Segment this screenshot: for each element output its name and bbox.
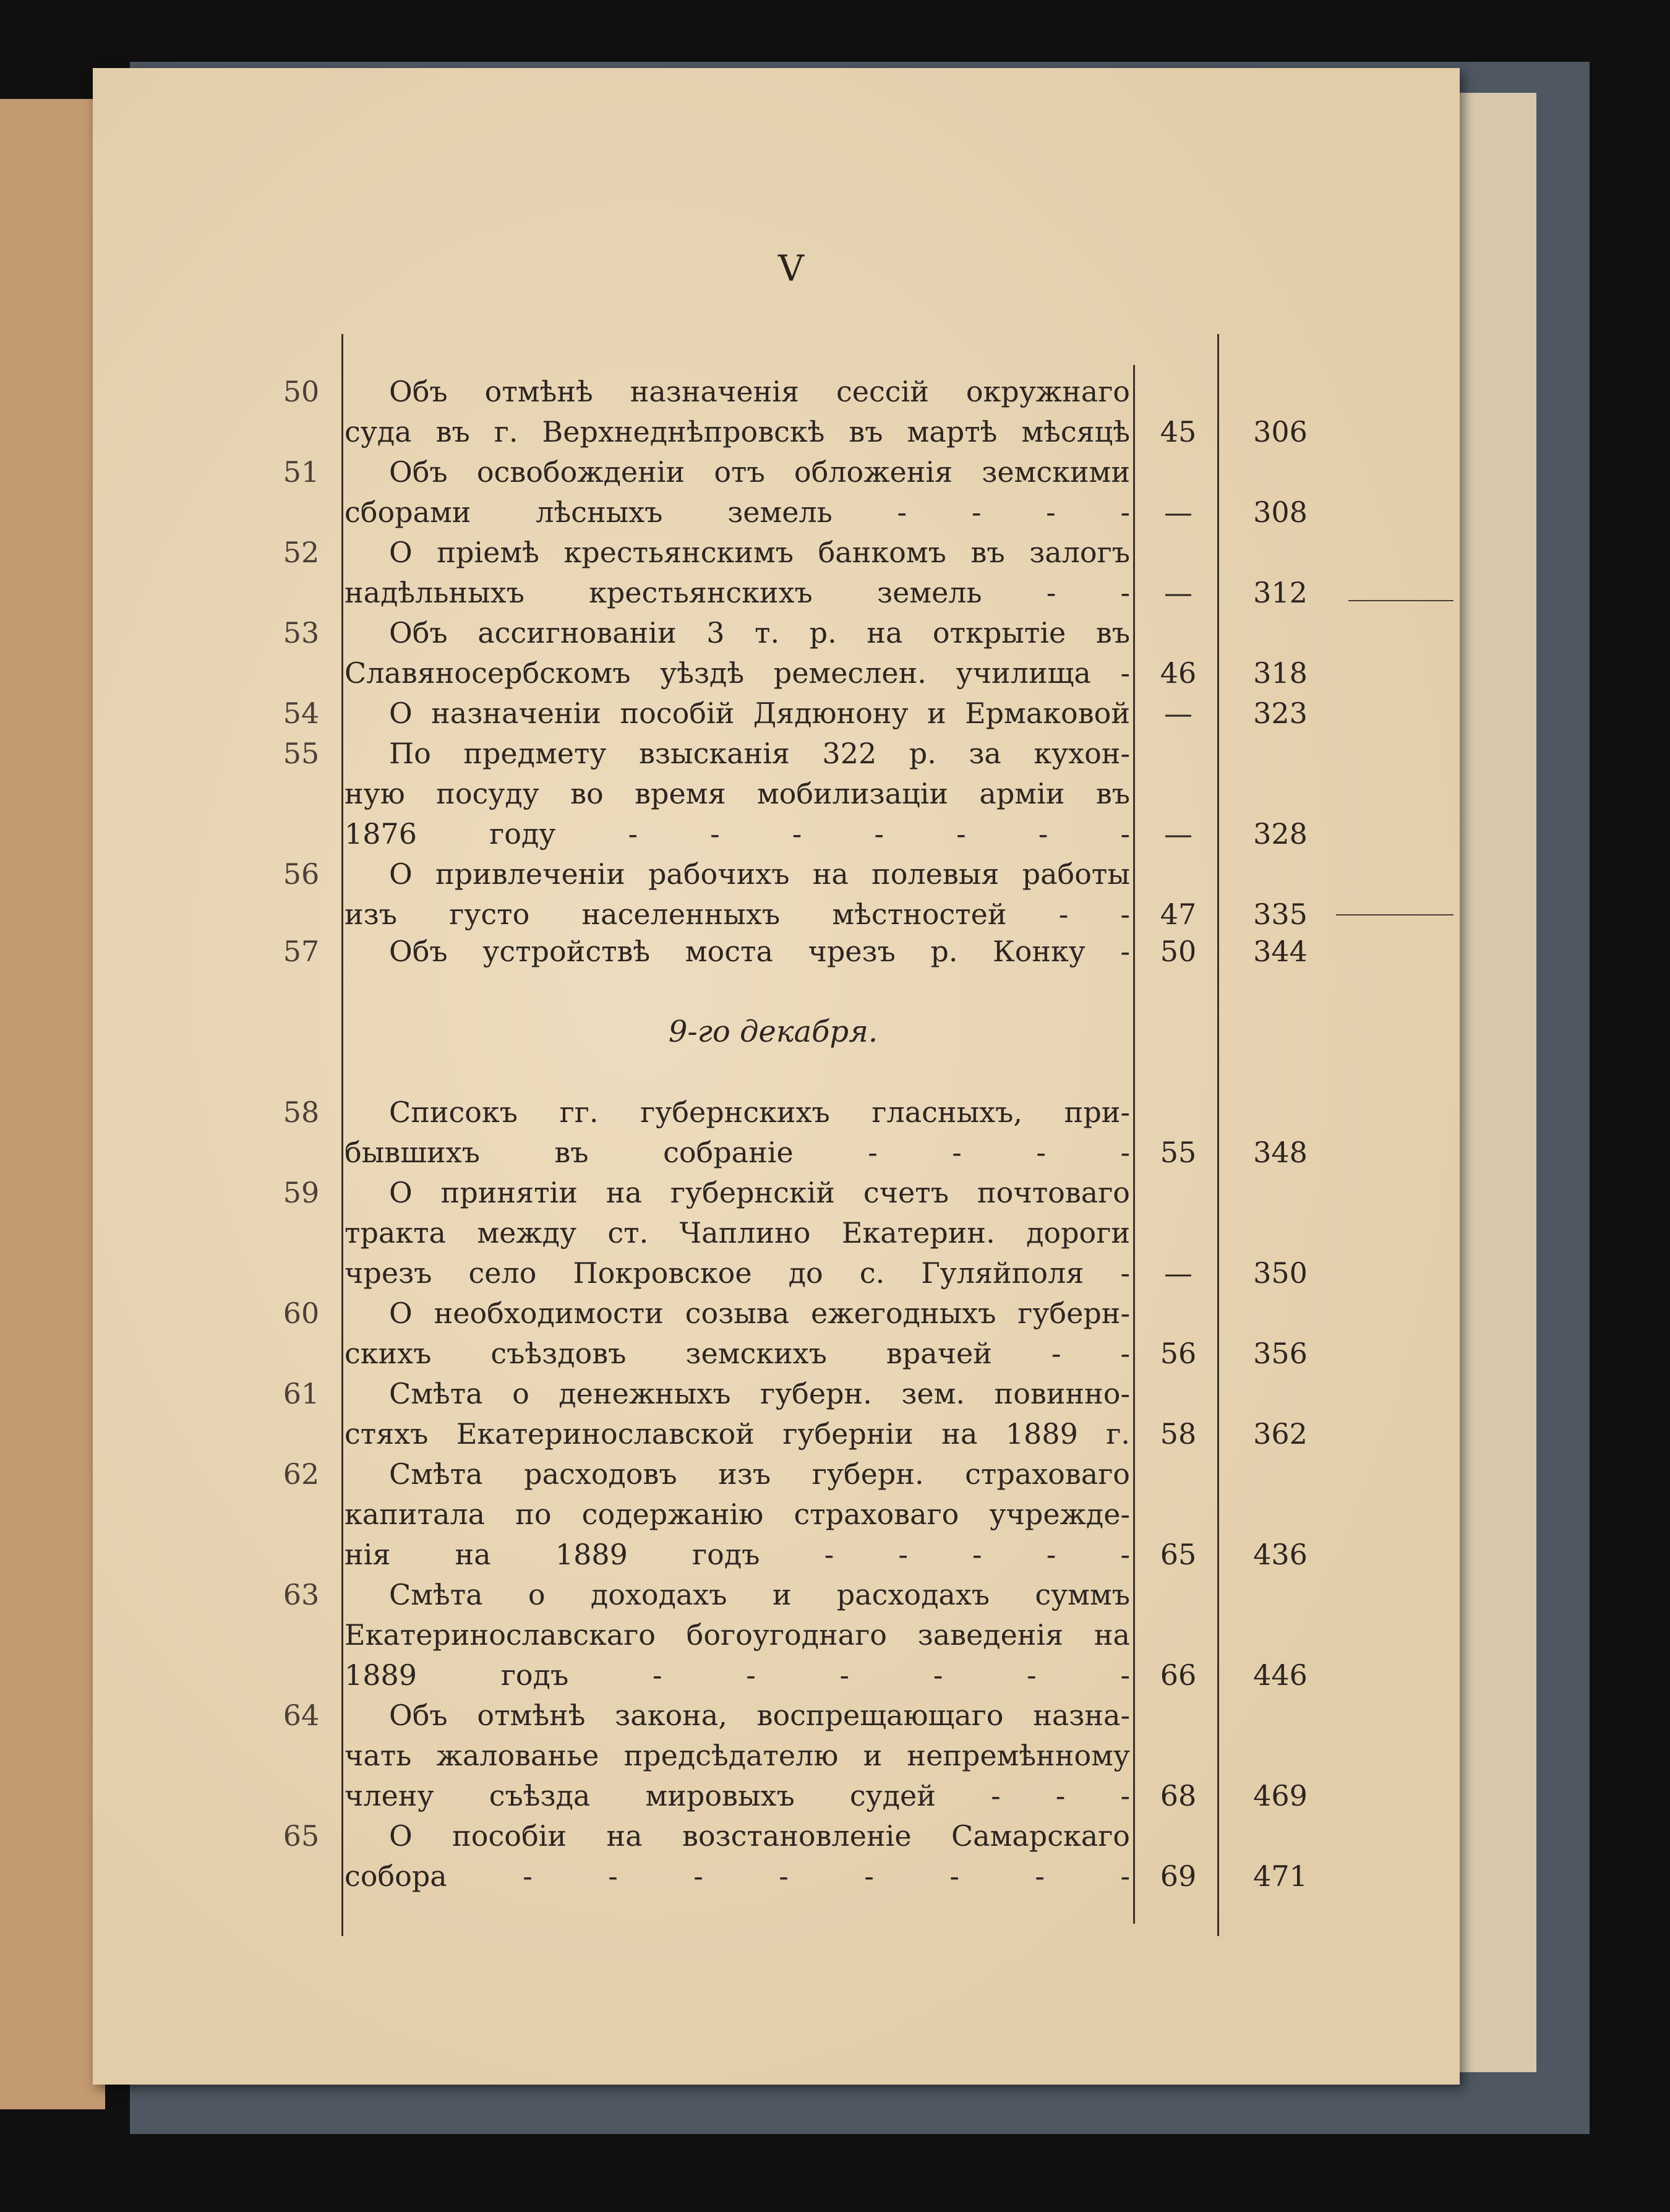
entry-page-number: 471 [1253, 1859, 1308, 1893]
entry-title-line: О пособіи на возстановленіе Самарскаго [389, 1819, 1130, 1853]
entry-title-line: надѣльныхъ крестьянскихъ земель - - [345, 576, 1130, 609]
entry-title-line: бывшихъ въ собраніе - - - - [345, 1136, 1130, 1169]
entry-page-ref: 69 [1160, 1859, 1197, 1893]
entry-title-line: Славяносербскомъ уѣздѣ ремеслен. училища - [345, 656, 1130, 690]
entry-number: 63 [283, 1578, 320, 1611]
entry-title-line: Объ освобожденіи отъ обложенія земскими [389, 455, 1130, 489]
entry-page-number: 350 [1253, 1256, 1308, 1290]
entry-page-number: 328 [1253, 817, 1308, 851]
entry-title-line: О необходимости созыва ежегодныхъ губерн- [389, 1297, 1130, 1330]
entry-title-line: чать жалованье предсѣдателю и непремѣнному [345, 1739, 1130, 1772]
entry-number: 58 [283, 1095, 320, 1129]
entry-page-number: 469 [1253, 1779, 1308, 1812]
entry-title-line: нія на 1889 годъ - - - - - [345, 1538, 1130, 1571]
entry-title-line: ную посуду во время мобилизаціи арміи въ [345, 777, 1130, 810]
entry-number: 56 [283, 857, 320, 891]
entry-number: 50 [283, 375, 320, 408]
entry-page-ref: 50 [1160, 935, 1197, 968]
entry-number: 55 [283, 737, 320, 770]
entry-number: 65 [283, 1819, 320, 1853]
entry-number: 51 [283, 455, 320, 489]
entry-number: 60 [283, 1297, 320, 1330]
page-marker-tick [1348, 600, 1454, 601]
entry-page-ref: — [1164, 1256, 1193, 1290]
entry-page-ref: 56 [1160, 1337, 1197, 1370]
entry-title-line: тракта между ст. Чаплино Екатерин. дороги [345, 1216, 1130, 1250]
entry-page-ref: 65 [1160, 1538, 1197, 1571]
entry-page-number: 335 [1253, 898, 1308, 931]
entry-page-ref: 45 [1160, 415, 1197, 448]
entry-page-number: 356 [1253, 1337, 1308, 1370]
entry-title-line: Объ ассигнованіи 3 т. р. на открытіе въ [389, 616, 1130, 649]
entry-page-ref: 58 [1160, 1417, 1197, 1451]
entry-title-line: изъ густо населенныхъ мѣстностей - - [345, 898, 1130, 931]
page-folio: V [778, 247, 807, 289]
column-rule-left [341, 334, 343, 1936]
entry-number: 62 [283, 1457, 320, 1491]
entry-page-ref: 46 [1160, 656, 1197, 690]
entry-page-number: 446 [1253, 1658, 1308, 1692]
entry-page-number: 312 [1253, 576, 1308, 609]
entry-number: 64 [283, 1699, 320, 1732]
entry-title-line: скихъ съѣздовъ земскихъ врачей - - [345, 1337, 1130, 1370]
column-rule-right [1217, 334, 1219, 1936]
entry-title-line: собора - - - - - - - - [345, 1859, 1130, 1893]
entry-title-line: Объ отмѣнѣ закона, воспрещающаго назна- [389, 1699, 1130, 1732]
entry-page-number: 323 [1253, 697, 1308, 730]
entry-title-line: капитала по содержанію страховаго учрежде- [345, 1498, 1130, 1531]
page-marker-tick [1336, 914, 1454, 915]
entry-page-ref: 68 [1160, 1779, 1197, 1812]
entry-title-line: Смѣта расходовъ изъ губерн. страховаго [389, 1457, 1130, 1491]
entry-title-line: стяхъ Екатеринославской губерніи на 1889 г. [345, 1417, 1130, 1451]
entry-page-number: 362 [1253, 1417, 1308, 1451]
entry-number: 59 [283, 1176, 320, 1209]
adjacent-page [0, 99, 105, 2109]
entry-title-line: чрезъ село Покровское до с. Гуляйполя - [345, 1256, 1130, 1290]
entry-page-ref: — [1164, 495, 1193, 529]
entry-page-ref: — [1164, 817, 1193, 851]
entry-page-number: 436 [1253, 1538, 1308, 1571]
column-rule-middle [1133, 365, 1135, 1924]
entry-title-line: 1889 годъ - - - - - - [345, 1658, 1130, 1692]
entry-title-line: Списокъ гг. губернскихъ гласныхъ, при- [389, 1095, 1130, 1129]
entry-page-ref: 47 [1160, 898, 1197, 931]
entry-number: 52 [283, 536, 320, 569]
entry-page-number: 308 [1253, 495, 1308, 529]
entry-number: 53 [283, 616, 320, 649]
entry-title-line: Объ устройствѣ моста чрезъ р. Конку - [389, 935, 1130, 968]
entry-title-line: О назначеніи пособій Дядюнону и Ермаковой [389, 697, 1130, 730]
entry-number: 54 [283, 697, 320, 730]
entry-title-line: суда въ г. Верхнеднѣпровскѣ въ мартѣ мѣсяцѣ [345, 415, 1130, 448]
entry-page-number: 344 [1253, 935, 1308, 968]
entry-title-line: Объ отмѣнѣ назначенія сессій окружнаго [389, 375, 1130, 408]
entry-page-number: 348 [1253, 1136, 1308, 1169]
entry-title-line: члену съѣзда мировыхъ судей - - - [345, 1779, 1130, 1812]
entry-page-ref: — [1164, 576, 1193, 609]
entry-title-line: О пріемѣ крестьянскимъ банкомъ въ залогъ [389, 536, 1130, 569]
entry-title-line: Смѣта о доходахъ и расходахъ суммъ [389, 1578, 1130, 1611]
entry-title-line: 1876 году - - - - - - - [345, 817, 1130, 851]
entry-title-line: Екатеринославскаго богоугоднаго заведенія на [345, 1618, 1130, 1652]
section-heading: 9-го декабря. [668, 1014, 878, 1049]
entry-page-ref: 55 [1160, 1136, 1197, 1169]
entry-page-number: 306 [1253, 415, 1308, 448]
entry-title-line: сборами лѣсныхъ земель - - - - [345, 495, 1130, 529]
entry-number: 61 [283, 1377, 320, 1410]
entry-number: 57 [283, 935, 320, 968]
entry-title-line: Смѣта о денежныхъ губерн. зем. повинно- [389, 1377, 1130, 1410]
entry-title-line: По предмету взысканія 322 р. за кухон- [389, 737, 1130, 770]
entry-page-ref: — [1164, 697, 1193, 730]
entry-title-line: О принятіи на губернскій счетъ почтоваго [389, 1176, 1130, 1209]
entry-title-line: О привлеченіи рабочихъ на полевыя работы [389, 857, 1130, 891]
entry-page-number: 318 [1253, 656, 1308, 690]
entry-page-ref: 66 [1160, 1658, 1197, 1692]
